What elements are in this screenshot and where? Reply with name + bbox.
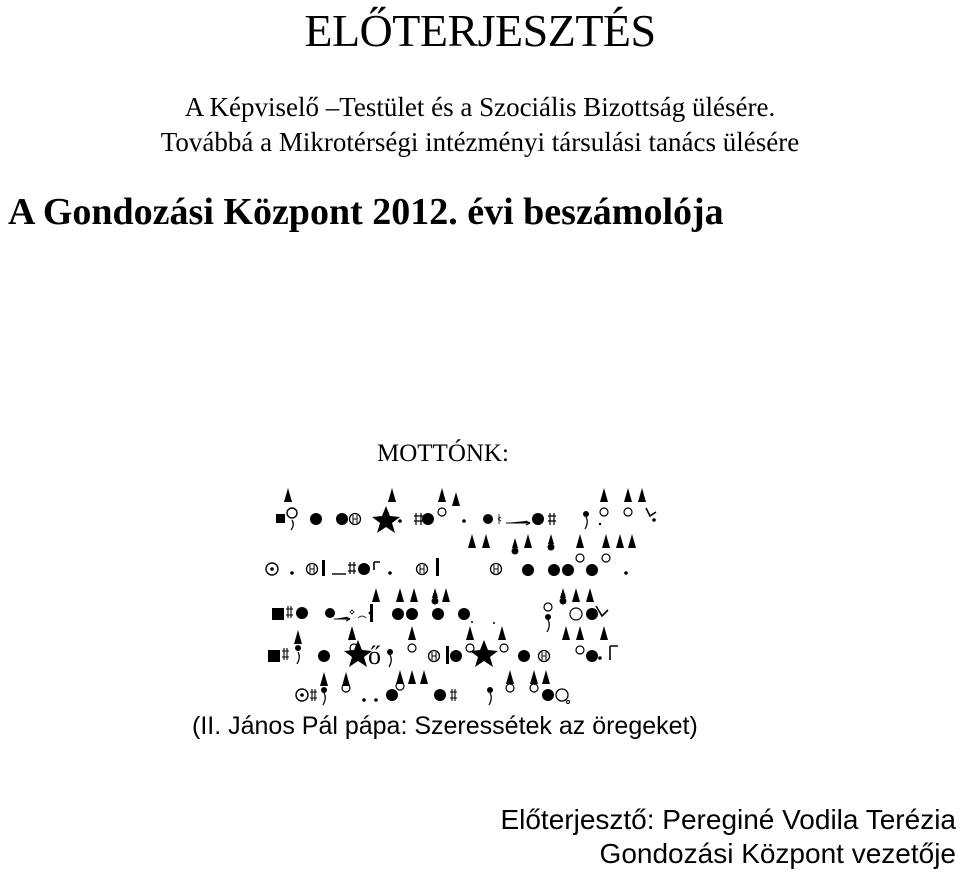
report-subject: A Gondozási Központ 2012. évi beszámolója [8,191,724,233]
glyph-row-5 [296,670,570,705]
addressee-line-1: A Képviselő –Testület és a Szociális Bizottság ülésére. [184,92,776,122]
motto-source: (II. János Pál pápa: Szeressétek az öregeket) [192,712,698,740]
addressee-line-2: Továbbá a Mikrotérségi intézményi társulási tanács ülésére [160,127,800,157]
presenter-name: Előterjesztő: Pereginé Vodila Terézia [500,804,956,835]
glyph-row-1 [276,488,656,533]
svg-text:ő: ő [368,641,381,670]
glyph-row-3 [272,588,608,632]
motto-label: MOTTÓNK: [377,440,509,467]
presenter-position: Gondozási Központ vezetője [599,838,956,869]
glyph-row-2 [266,534,636,576]
motto-glyph-text [262,488,682,716]
glyph-row-4 [268,626,618,670]
document-title: ELŐTERJESZTÉS [304,5,656,56]
